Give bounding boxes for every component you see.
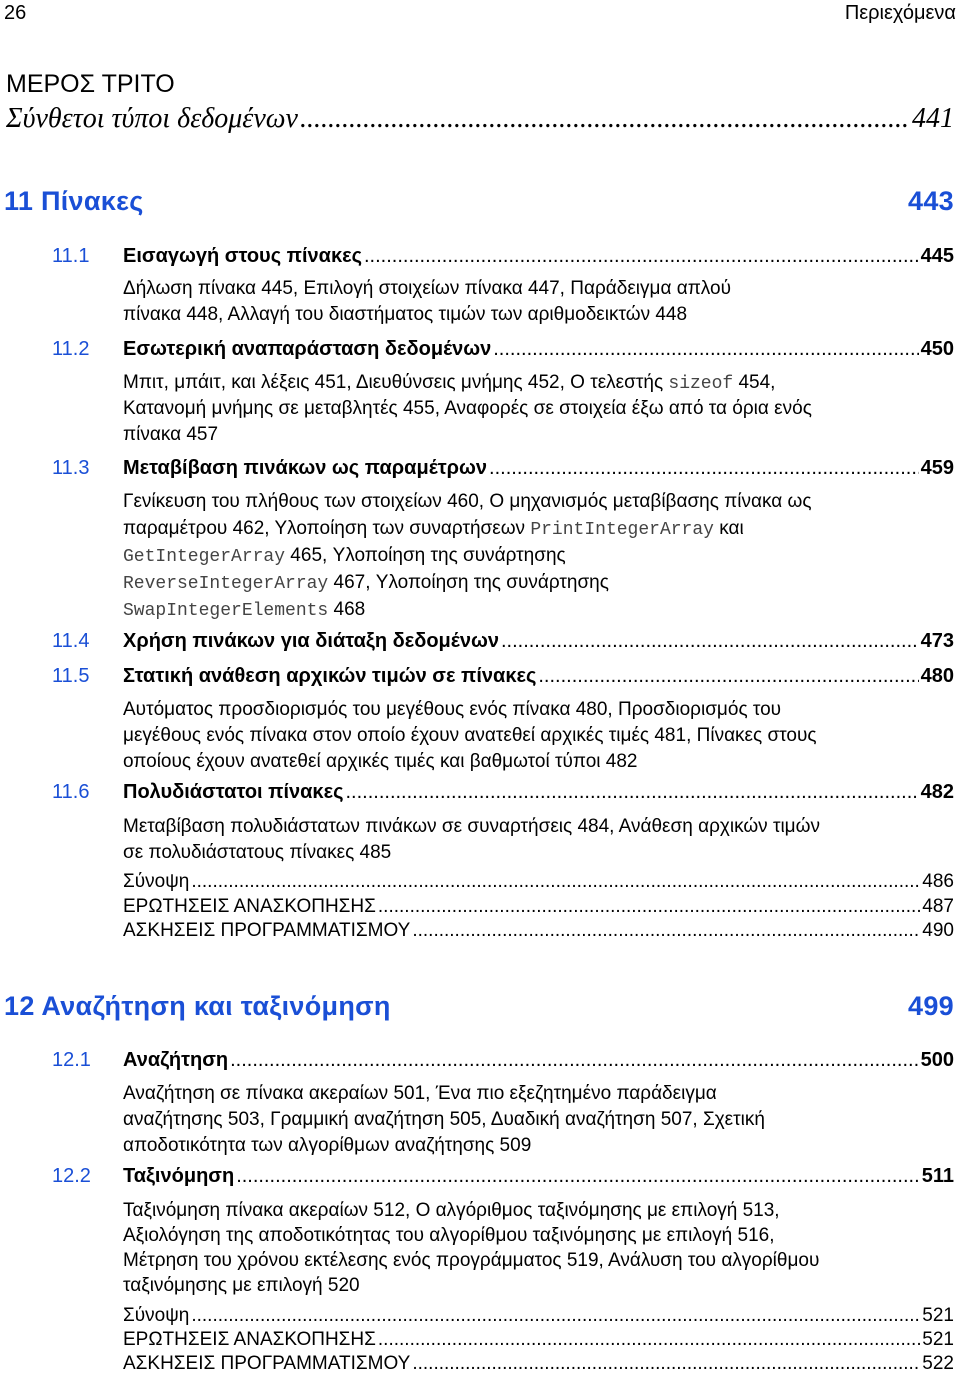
- leader-dots: [236, 1165, 920, 1188]
- section-number: 11.1: [52, 245, 90, 267]
- chapter-11-page: 443: [908, 186, 954, 216]
- section-page: 482: [920, 781, 954, 803]
- section-11-4: [52, 630, 954, 653]
- code-term: sizeof: [668, 374, 734, 394]
- chapter-12-summary: [123, 1305, 954, 1327]
- running-title: Περιεχόμενα: [844, 2, 956, 24]
- section-number: 11.6: [52, 781, 90, 803]
- summary-page: 486: [922, 871, 954, 892]
- leader-dots: [191, 871, 920, 893]
- section-title: Μεταβίβαση πινάκων ως παραμέτρων: [123, 457, 488, 479]
- section-11-6-description: [123, 814, 820, 866]
- section-11-1: [52, 245, 954, 268]
- description-line: [123, 542, 812, 569]
- leader-dots: [493, 338, 918, 361]
- chapter-12-review-questions: [123, 1329, 954, 1351]
- description-line: [123, 596, 812, 623]
- section-11-3-description: [123, 488, 812, 623]
- leader-dots: [412, 1353, 920, 1375]
- description-text: και: [713, 518, 744, 539]
- exercises-label: ΑΣΚΗΣΕΙΣ ΠΡΟΓΡΑΜΜΑΤΙΣΜΟΥ: [123, 1353, 411, 1374]
- section-page: 500: [920, 1049, 954, 1071]
- description-line: Γενίκευση του πλήθους των στοιχείων 460, Ο μηχανισμός μεταβίβασης πίνακα ως: [123, 491, 812, 512]
- code-term: GetIntegerArray: [123, 547, 286, 567]
- page-number: 26: [4, 2, 27, 24]
- review-label: ΕΡΩΤΗΣΕΙΣ ΑΝΑΣΚΟΠΗΣΗΣ: [123, 896, 376, 917]
- description-line: Αυτόματος προσδιορισμός του μεγέθους ενός πίνακα 480, Προσδιορισμός του: [123, 699, 782, 720]
- section-title: Ταξινόμηση: [123, 1165, 235, 1187]
- leader-dots: [378, 896, 920, 918]
- section-title: Στατική ανάθεση αρχικών τιμών σε πίνακες: [123, 665, 537, 687]
- leader-dots: [300, 103, 910, 135]
- leader-dots: [378, 1329, 920, 1351]
- description-line: σε πολυδιάστατους πίνακες 485: [123, 842, 392, 863]
- description-line: Αναζήτηση σε πίνακα ακεραίων 501, Ένα πιο εξεζητημένο παράδειγμα: [123, 1083, 717, 1104]
- section-number: 11.4: [52, 630, 90, 652]
- description-line: Μέτρηση του χρόνου εκτέλεσης ενός προγράμματος 519, Ανάλυση του αλγορίθμου: [123, 1250, 820, 1271]
- section-page: 473: [920, 630, 954, 652]
- section-11-2-description: [123, 370, 812, 448]
- section-page: 459: [920, 457, 954, 479]
- section-number: 12.1: [52, 1049, 91, 1071]
- section-page: 445: [920, 245, 954, 267]
- leader-dots: [230, 1049, 919, 1072]
- chapter-12-title: 12 Αναζήτηση και ταξινόμηση: [4, 991, 391, 1021]
- description-line: πίνακα 457: [123, 424, 219, 445]
- description-line: ταξινόμησης με επιλογή 520: [123, 1275, 360, 1296]
- section-11-3: [52, 457, 954, 480]
- description-line: αναζήτησης 503, Γραμμική αναζήτηση 505, Δυαδική αναζήτηση 507, Σχετική: [123, 1109, 765, 1130]
- description-line: [123, 515, 812, 542]
- section-12-2: [52, 1165, 954, 1188]
- section-12-1-description: [123, 1081, 765, 1159]
- description-text: 465, Υλοποίηση της συνάρτησης: [285, 545, 566, 566]
- description-text: Μπιτ, μπάιτ, και λέξεις 451, Διευθύνσεις μνήμης 452, Ο τελεστής: [123, 372, 669, 393]
- section-title: Χρήση πινάκων για διάταξη δεδομένων: [123, 630, 499, 652]
- part-page: 441: [912, 103, 954, 134]
- chapter-12-page: 499: [908, 991, 954, 1021]
- description-line: Μεταβίβαση πολυδιάστατων πινάκων σε συναρτήσεις 484, Ανάθεση αρχικών τιμών: [123, 816, 820, 837]
- section-title: Εσωτερική αναπαράσταση δεδομένων: [123, 338, 492, 360]
- description-text: 468: [328, 599, 366, 620]
- leader-dots: [489, 457, 919, 480]
- leader-dots: [412, 920, 920, 942]
- description-text: παραμέτρου 462, Υλοποίηση των συναρτήσεων: [123, 518, 531, 539]
- description-line: οποίους έχουν ανατεθεί αρχικές τιμές και βαθμωτοί τύποι 482: [123, 751, 638, 772]
- code-term: SwapIntegerElements: [123, 601, 329, 621]
- section-number: 11.5: [52, 665, 90, 687]
- review-page: 487: [922, 896, 954, 917]
- section-11-2: [52, 338, 954, 361]
- exercises-page: 490: [922, 920, 954, 941]
- review-page: 521: [922, 1329, 954, 1350]
- part-subtitle: Σύνθετοι τύποι δεδομένων: [6, 103, 298, 134]
- description-line: Ταξινόμηση πίνακα ακεραίων 512, Ο αλγόριθμος ταξινόμησης με επιλογή 513,: [123, 1200, 780, 1221]
- section-11-5: [52, 665, 954, 688]
- description-line: πίνακα 448, Αλλαγή του διαστήματος τιμών των αριθμοδεικτών 448: [123, 304, 688, 325]
- chapter-11-summary: [123, 871, 954, 893]
- code-term: PrintIntegerArray: [530, 520, 714, 540]
- section-11-5-description: [123, 697, 817, 775]
- part-title: ΜΕΡΟΣ ΤΡΙΤΟ: [6, 70, 175, 98]
- section-12-2-description: [123, 1198, 819, 1298]
- leader-dots: [345, 781, 918, 804]
- chapter-11-programming-exercises: [123, 920, 954, 942]
- leader-dots: [191, 1305, 920, 1327]
- part-subtitle-line: [6, 103, 954, 135]
- section-number: 11.3: [52, 457, 90, 479]
- section-number: 11.2: [52, 338, 90, 360]
- description-line: Αξιολόγηση της αποδοτικότητας του αλγορίθμου ταξινόμησης με επιλογή 516,: [123, 1225, 775, 1246]
- section-title: Πολυδιάστατοι πίνακες: [123, 781, 344, 803]
- description-line: μεγέθους ενός πίνακα στον οποίο έχουν ανατεθεί αρχικές τιμές 481, Πίνακες στους: [123, 725, 817, 746]
- leader-dots: [501, 630, 919, 653]
- description-line: αποδοτικότητα των αλγορίθμων αναζήτησης 509: [123, 1135, 532, 1156]
- exercises-page: 522: [922, 1353, 954, 1374]
- description-line: [123, 569, 812, 596]
- section-page: 450: [920, 338, 954, 360]
- description-text: 467, Υλοποίηση της συνάρτησης: [328, 572, 609, 593]
- section-page: 511: [921, 1165, 954, 1187]
- section-11-1-description: [123, 276, 731, 328]
- exercises-label: ΑΣΚΗΣΕΙΣ ΠΡΟΓΡΑΜΜΑΤΙΣΜΟΥ: [123, 920, 411, 941]
- section-12-1: [52, 1049, 954, 1072]
- section-title: Εισαγωγή στους πίνακες: [123, 245, 362, 267]
- section-title: Αναζήτηση: [123, 1049, 229, 1071]
- section-11-6: [52, 781, 954, 804]
- chapter-11-title: 11 Πίνακες: [4, 186, 144, 216]
- summary-label: Σύνοψη: [123, 1305, 190, 1326]
- description-line: [123, 370, 812, 396]
- description-line: Κατανομή μνήμης σε μεταβλητές 455, Αναφορές σε στοιχεία έξω από τα όρια ενός: [123, 398, 812, 419]
- review-label: ΕΡΩΤΗΣΕΙΣ ΑΝΑΣΚΟΠΗΣΗΣ: [123, 1329, 376, 1350]
- leader-dots: [364, 245, 919, 268]
- section-number: 12.2: [52, 1165, 91, 1187]
- description-text: 454,: [733, 372, 776, 393]
- summary-label: Σύνοψη: [123, 871, 190, 892]
- chapter-12-programming-exercises: [123, 1353, 954, 1375]
- section-page: 480: [920, 665, 954, 687]
- summary-page: 521: [922, 1305, 954, 1326]
- description-line: Δήλωση πίνακα 445, Επιλογή στοιχείων πίνακα 447, Παράδειγμα απλού: [123, 278, 731, 299]
- leader-dots: [538, 665, 918, 688]
- chapter-11-review-questions: [123, 896, 954, 918]
- code-term: ReverseIntegerArray: [123, 574, 329, 594]
